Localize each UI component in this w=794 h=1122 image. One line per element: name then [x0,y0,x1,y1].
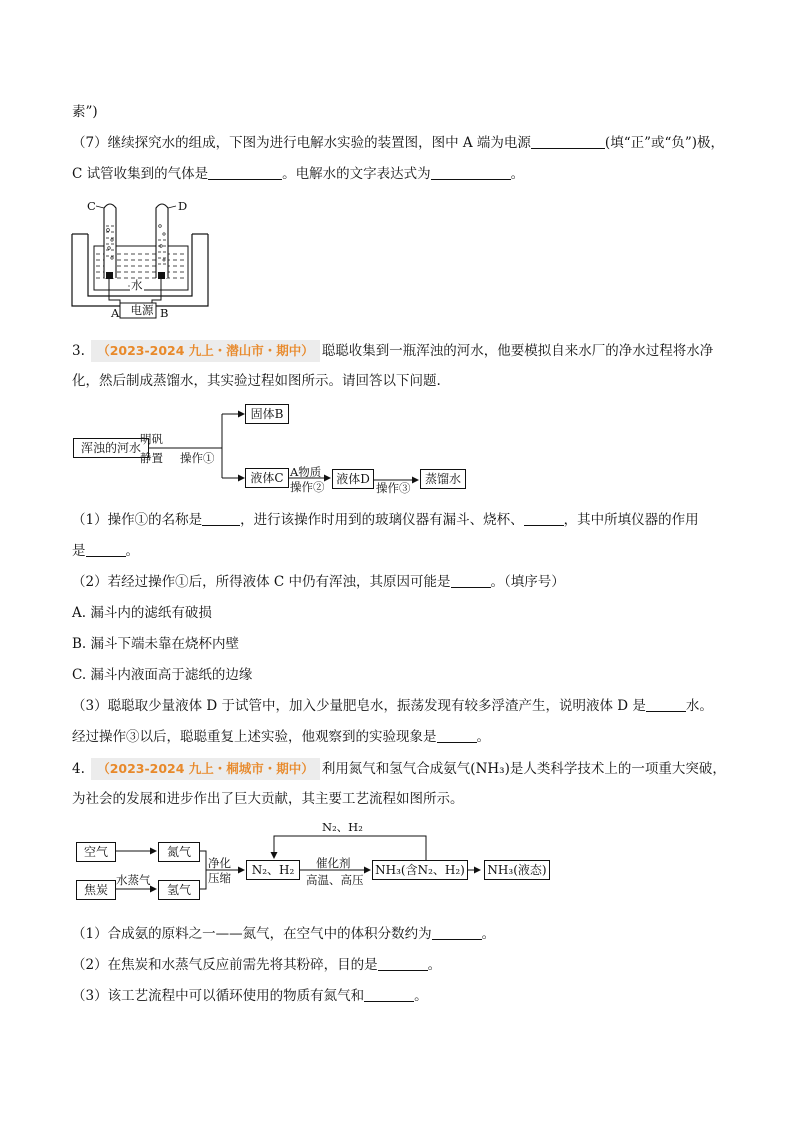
question-text: （3）聪聪取少量液体 D 于试管中，加入少量肥皂水，振荡发现有较多浮渣产生，说明液体 D 是 [72,698,646,714]
question-text: 化，然后制成蒸馏水，其实验过程如图所示。请回答以下问题. [72,373,441,389]
text-line [72,789,464,809]
label-d: D [178,199,188,213]
text-line [72,340,713,362]
question-text: ，进行该操作时用到的玻璃仪器有漏斗、烧杯、 [240,512,524,528]
label-c: C [87,199,96,213]
text-line [72,541,139,561]
text-line [72,371,441,391]
flow-label-compress: 压缩 [208,871,231,885]
answer-blank[interactable] [86,542,126,557]
question-text: 经过操作③以后，聪聪重复上述实验，他观察到的实验现象是 [72,729,437,745]
source-tag: （2023-2024 九上・桐城市・期中） [91,758,320,780]
flow-box-solid-b: 固体B [245,404,289,424]
question-text: （7）继续探究水的组成，下图为进行电解水实验的装置图，图中 A 端为电源 [72,135,531,151]
label-power: 电源 [130,303,154,317]
option-b: B. 漏斗下端未靠在烧杯内壁 [72,636,240,652]
answer-blank[interactable] [451,573,491,588]
question-number: 4. [72,761,85,777]
wire-left [109,279,120,309]
answer-blank[interactable] [208,165,282,180]
flow-label-catalyst: 催化剂 [316,856,351,870]
question-text: (填“正”或“负”)极， [604,135,725,151]
flow-box-n2h2: N₂、H₂ [246,860,300,880]
text-line [72,986,428,1006]
label-water: 水 [131,278,143,292]
question-text: 是 [72,543,86,559]
answer-blank[interactable] [524,511,564,526]
question-text: ，其中所填仪器的作用 [563,512,699,528]
label-a: A [111,306,120,320]
source-tag: （2023-2024 九上・潜山市・期中） [91,340,320,362]
flow-label-op3: 操作③ [376,481,411,495]
flow-box-river-water: 浑浊的河水 [73,438,149,458]
flow-label-purify: 净化 [208,856,231,870]
electrode-right [158,272,165,279]
text-line [72,924,495,944]
question-text: 利用氮气和氢气合成氨气(NH₃)是人类科学技术上的一项重大突破， [321,761,726,777]
flow-label-steam: 水蒸气 [116,873,151,887]
question-text: 。 [476,729,490,745]
option-a: A. 漏斗内的滤纸有破损 [72,605,212,621]
question-text: 聪聪收集到一瓶浑浊的河水，他要模拟自来水厂的净水过程将水净 [321,343,714,359]
flow-box-hydrogen: 氢气 [158,880,200,900]
flow-box-nitrogen: 氮气 [158,842,200,862]
text-line [72,133,724,153]
question-text: 。（填序号） [490,574,565,590]
question-text: （1）操作①的名称是 [72,512,203,528]
text-line [72,758,726,780]
flow-label-op1: 操作① [180,451,215,465]
text-line [72,102,98,122]
question-text: 为社会的发展和进步作出了巨大贡献，其主要工艺流程如图所示。 [72,791,464,807]
flow-box-distilled: 蒸馏水 [420,469,466,489]
electrode-left [106,272,113,279]
test-tube-d [156,204,168,278]
flow-label-recycle: N₂、H₂ [322,820,363,834]
text-line [72,164,524,184]
flow-label-alum: 明矾 [140,432,163,446]
flow-box-nh3-mixture: NH₃(含N₂、H₂) [372,860,468,880]
flow-box-air: 空气 [76,842,116,862]
text-line [72,955,441,975]
answer-blank[interactable] [202,511,240,526]
question-text: 。 [510,166,525,182]
question-text: 。 [427,957,442,973]
continued-text: 素”) [72,104,98,120]
flow-label-substance-a: A物质 [290,465,322,479]
question-text: 。 [414,988,428,1004]
text-line [72,572,565,592]
answer-blank[interactable] [531,134,605,149]
test-tube-c [104,204,116,278]
flow-box-liquid-c: 液体C [245,468,289,488]
text-line [72,510,699,530]
label-b: B [160,306,169,320]
flow-label-op2: 操作② [290,480,325,494]
flow-label-conditions: 高温、高压 [306,873,364,887]
question-text: （1）合成氨的原料之一——氮气，在空气中的体积分数约为 [72,926,432,942]
question-text: 水。 [685,698,713,714]
question-text: 。 [125,543,139,559]
answer-blank[interactable] [431,165,511,180]
option-c: C. 漏斗内液面高于滤纸的边缘 [72,667,253,683]
flow-box-liquid-nh3: NH₃(液态) [484,860,550,880]
answer-blank[interactable] [437,728,477,743]
flow-label-settle: 静置 [140,451,163,465]
answer-blank[interactable] [364,987,414,1002]
question-text: C 试管收集到的气体是 [72,166,209,182]
flow-box-coke: 焦炭 [76,880,116,900]
answer-blank[interactable] [378,956,428,971]
question-text: 。电解水的文字表达式为 [282,166,431,182]
question-text: （3）该工艺流程中可以循环使用的物质有氮气和 [72,988,365,1004]
question-number: 3. [72,343,85,359]
answer-blank[interactable] [646,697,686,712]
text-line [72,696,713,716]
text-line [72,727,490,747]
flow-box-liquid-d: 液体D [332,469,374,489]
question-text: （2）若经过操作①后，所得液体 C 中仍有浑浊，其原因可能是 [72,574,451,590]
question-text: （2）在焦炭和水蒸气反应前需先将其粉碎，目的是 [72,957,378,973]
question-text: 。 [481,926,496,942]
answer-blank[interactable] [432,925,482,940]
